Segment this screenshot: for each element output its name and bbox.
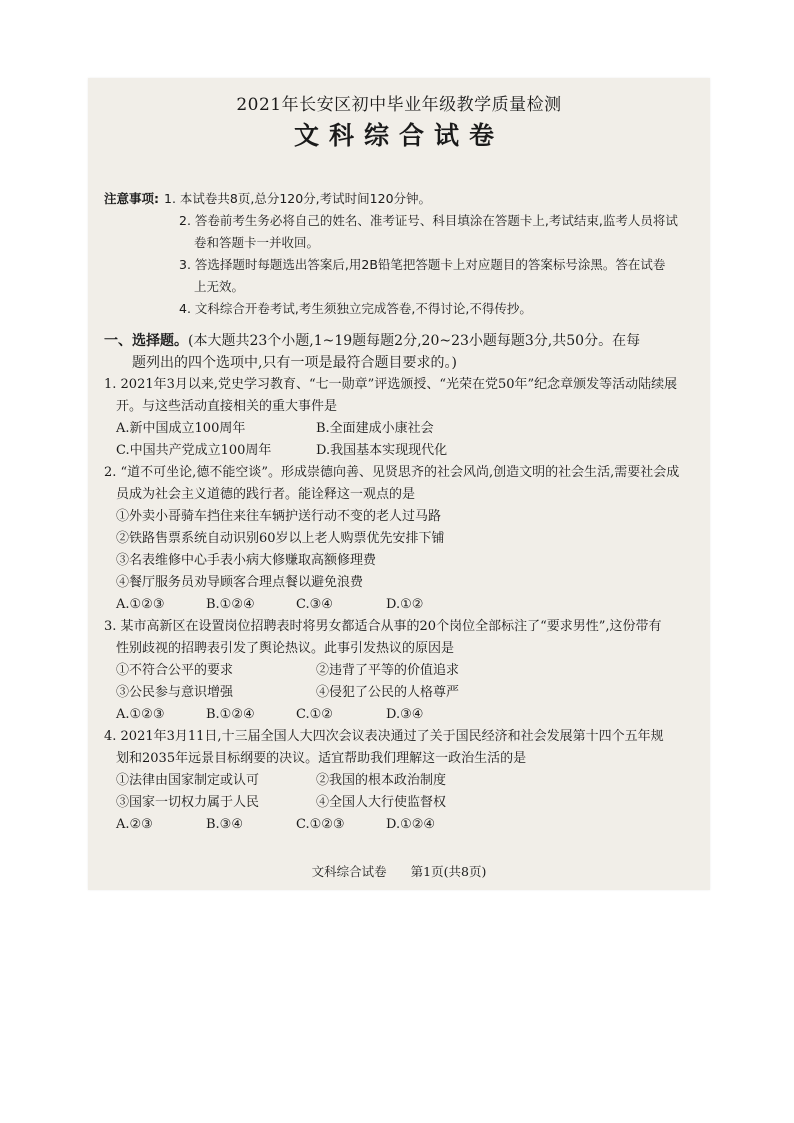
footer-page-number: 第1页(共8页) xyxy=(410,864,487,879)
statement-2: ②我国的根本政治制度 xyxy=(316,773,447,788)
choice-b: B.①②④ xyxy=(206,707,255,722)
question-stem-cont: 开。与这些活动直接相关的重大事件是 xyxy=(116,399,338,414)
question-stem: 2. “道不可坐论,德不能空谈”。形成崇德向善、见贤思齐的社会风尚,创造文明的社会生活,需要社会成 xyxy=(104,465,680,480)
exam-paper xyxy=(88,78,710,890)
notice-block xyxy=(104,188,694,320)
notice-item-4: 4. 文科综合开卷考试,考生须独立完成答卷,不得讨论,不得传抄。 xyxy=(179,301,532,316)
question-4 xyxy=(104,726,696,836)
statement-1: ①不符合公平的要求 xyxy=(116,663,234,678)
option-c: C.中国共产党成立100周年 xyxy=(116,443,272,458)
section-heading xyxy=(104,330,696,374)
choice-b: B.③④ xyxy=(206,817,243,832)
choice-a: A.②③ xyxy=(116,817,153,832)
statement-1: ①法律由国家制定或认可 xyxy=(116,773,260,788)
choice-b: B.①②④ xyxy=(206,597,255,612)
statement-4: ④侵犯了公民的人格尊严 xyxy=(316,685,460,700)
statement-3: ③名表维修中心手表小病大修赚取高额修理费 xyxy=(116,553,377,568)
section-desc-cont: 题列出的四个选项中,只有一项是最符合题目要求的。) xyxy=(132,355,457,371)
statement-1: ①外卖小哥骑车挡住来往车辆护送行动不变的老人过马路 xyxy=(116,509,442,524)
choice-c: C.③④ xyxy=(296,597,333,612)
option-b: B.全面建成小康社会 xyxy=(316,421,434,436)
choice-a: A.①②③ xyxy=(116,597,165,612)
statement-4: ④餐厅服务员劝导顾客合理点餐以避免浪费 xyxy=(116,575,364,590)
question-stem: 3. 某市高新区在设置岗位招聘表时将男女都适合从事的20个岗位全部标注了“要求男性”,这份带有 xyxy=(104,619,662,634)
statement-3: ③公民参与意识增强 xyxy=(116,685,234,700)
question-3 xyxy=(104,616,696,726)
choice-d: D.③④ xyxy=(386,707,424,722)
question-1 xyxy=(104,374,696,462)
choice-d: D.①②④ xyxy=(386,817,436,832)
choice-d: D.①② xyxy=(386,597,424,612)
notice-label: 注意事项: xyxy=(104,191,159,206)
notice-item-3-cont: 上无效。 xyxy=(194,279,245,294)
option-d: D.我国基本实现现代化 xyxy=(316,443,448,458)
choice-c: C.①②③ xyxy=(296,817,345,832)
statement-2: ②铁路售票系统自动识别60岁以上老人购票优先安排下铺 xyxy=(116,531,445,546)
statement-2: ②违背了平等的价值追求 xyxy=(316,663,460,678)
exam-subtitle: 文科综合试卷 xyxy=(293,121,504,150)
notice-item-3: 3. 答选择题时每题选出答案后,用2B铅笔把答题卡上对应题目的答案标号涂黑。答在试卷 xyxy=(179,257,666,272)
question-stem-cont: 划和2035年远景目标纲要的决议。适宜帮助我们理解这一政治生活的是 xyxy=(116,751,527,766)
exam-title: 2021年长安区初中毕业年级教学质量检测 xyxy=(236,95,562,115)
question-stem-cont: 性别歧视的招聘表引发了舆论热议。此事引发热议的原因是 xyxy=(116,641,455,656)
choice-c: C.①② xyxy=(296,707,333,722)
question-stem-cont: 员成为社会主义道德的践行者。能诠释这一观点的是 xyxy=(116,487,416,502)
section-title: 一、选择题。 xyxy=(104,333,188,349)
statement-4: ④全国人大行使监督权 xyxy=(316,795,447,810)
notice-item-2: 2. 答卷前考生务必将自己的姓名、准考证号、科目填涂在答题卡上,考试结束,监考人员将试 xyxy=(179,213,678,228)
footer-paper-name: 文科综合试卷 xyxy=(311,864,387,879)
question-list xyxy=(104,374,696,836)
question-stem: 1. 2021年3月以来,党史学习教育、“七一勋章”评选颁授、“光荣在党50年”纪念章颁发等活动陆续展 xyxy=(104,377,678,392)
statement-3: ③国家一切权力属于人民 xyxy=(116,795,260,810)
page-footer xyxy=(88,862,710,880)
option-a: A.新中国成立100周年 xyxy=(116,421,246,436)
section-desc: (本大题共23个小题,1~19题每题2分,20~23小题每题3分,共50分。在每 xyxy=(188,333,641,349)
choice-a: A.①②③ xyxy=(116,707,165,722)
notice-item-1: 1. 本试卷共8页,总分120分,考试时间120分钟。 xyxy=(164,191,432,206)
question-stem: 4. 2021年3月11日,十三届全国人大四次会议表决通过了关于国民经济和社会发展第十四个五年规 xyxy=(104,729,664,744)
question-2 xyxy=(104,462,696,616)
notice-item-2-cont: 卷和答题卡一并收回。 xyxy=(194,235,320,250)
